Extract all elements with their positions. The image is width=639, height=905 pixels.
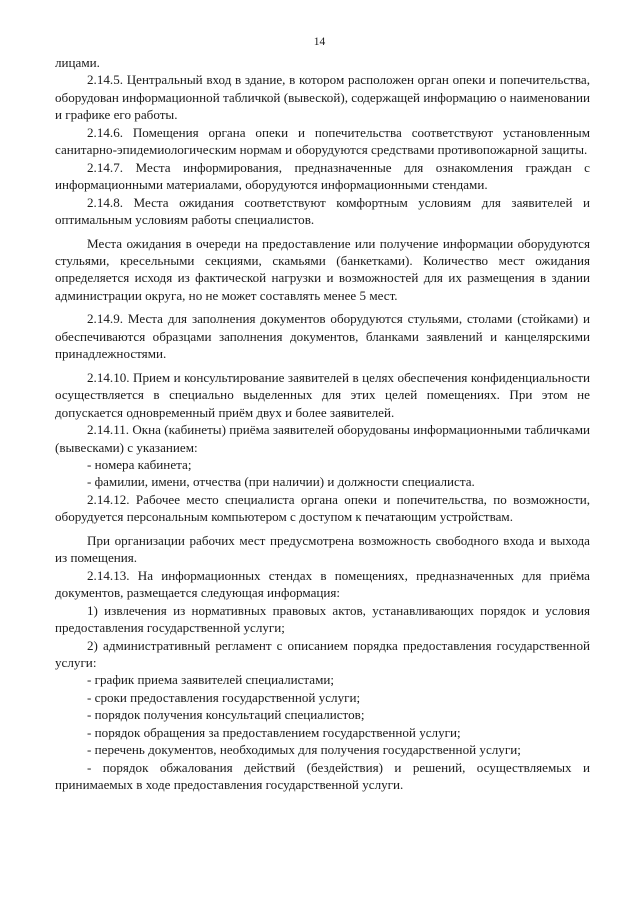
document-body [55, 54, 590, 794]
paragraph-2-14-6: 2.14.6. Помещения органа опеки и попечительства соответствуют установленным санитарно-эпидемиологическим нормам и оборудуются средствами противопожарной защиты. [55, 124, 590, 158]
list-item: - перечень документов, необходимых для получения государственной услуги; [87, 742, 521, 758]
list-item: - график приема заявителей специалистами; [87, 672, 335, 688]
list-item: - порядок обращения за предоставлением государственной услуги; [87, 724, 461, 740]
paragraph-continuation: лицами. [55, 55, 100, 70]
paragraph-2-14-9: 2.14.9. Места для заполнения документов оборудуются стульями, столами (стойками) и обеспечиваются образцами заполнения документов, бланками заявлений и канцелярскими принадлежностями. [55, 311, 590, 362]
list-item: - сроки предоставления государственной услуги; [87, 689, 361, 705]
paragraph-2-14-8: 2.14.8. Места ожидания соответствуют комфортным условиям для заявителей и оптимальным условиям работы специалистов. [55, 194, 590, 228]
paragraph-2-14-12: 2.14.12. Рабочее место специалиста органа опеки и попечительства, по возможности, оборудуется персональным компьютером с доступом к печатающим устройствам. [55, 491, 590, 525]
list-item: - фамилии, имени, отчества (при наличии) и должности специалиста. [87, 474, 475, 490]
paragraph-item-1: 1) извлечения из нормативных правовых актов, устанавливающих порядок и условия предоставления государственной услуги; [55, 602, 590, 636]
paragraph-2-14-10: 2.14.10. Прием и консультирование заявителей в целях обеспечения конфиденциальности осуществляется в специально выделенных для этих целей помещениях. При этом не допускается одновременный приём двух и более заявителей. [55, 369, 590, 420]
page-number: 14 [313, 36, 326, 48]
paragraph-2-14-11: 2.14.11. Окна (кабинеты) приёма заявителей оборудованы информационными табличками (вывесками) с указанием: [55, 422, 590, 455]
list-item: - номера кабинета; [87, 456, 192, 472]
paragraph-2-14-5: 2.14.5. Центральный вход в здание, в котором расположен орган опеки и попечительства, оборудован информационной табличкой (вывеской), содержащей информацию о наименовании и графике его работы. [55, 72, 590, 123]
paragraph-item-2: 2) административный регламент с описанием порядка предоставления государственной услуги: [55, 637, 590, 670]
paragraph-waiting-places: Места ожидания в очереди на предоставление или получение информации оборудуются стульями, кресельными секциями, скамьями (банкетками). Количество мест ожидания определяется исходя из фактической нагрузки и возможностей для их размещения в здании администрации округа, но не может составлять менее 5 мест. [55, 235, 590, 303]
paragraph-workplaces: При организации рабочих мест предусмотрена возможность свободного входа и выхода из помещения. [55, 532, 590, 566]
paragraph-2-14-7: 2.14.7. Места информирования, предназначенные для ознакомления граждан с информационными материалами, оборудуются информационными стендами. [55, 159, 590, 193]
paragraph-2-14-13: 2.14.13. На информационных стендах в помещениях, предназначенных для приёма документов, размещается следующая информация: [55, 567, 590, 601]
list-item: - порядок получения консультаций специалистов; [87, 707, 365, 723]
list-item: - порядок обжалования действий (бездействия) и решений, осуществляемых и принимаемых в ходе предоставления государственной услуги. [55, 759, 590, 793]
